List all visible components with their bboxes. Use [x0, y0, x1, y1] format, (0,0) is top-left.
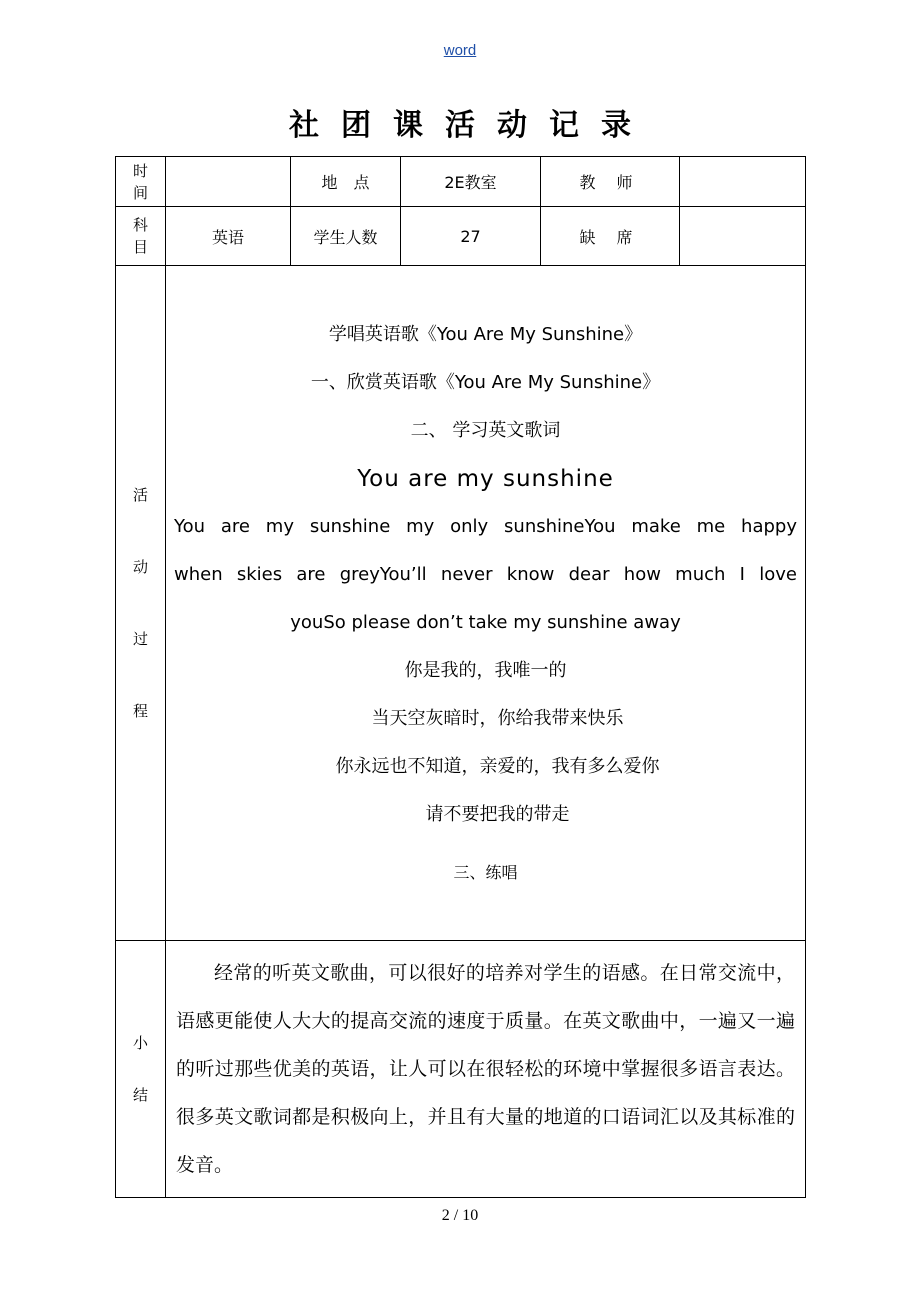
- step-one: 一、欣赏英语歌《You Are My Sunshine》: [310, 372, 661, 393]
- subject-label-char: 目: [132, 238, 148, 256]
- subject-label-char: 科: [132, 216, 148, 234]
- process-label-char: 程: [132, 702, 148, 720]
- absent-label-cell: 缺 席: [541, 207, 680, 266]
- subject-label-cell: [116, 207, 166, 266]
- step-three: 三、练唱: [453, 863, 518, 882]
- location-label-cell: 地 点: [291, 157, 401, 207]
- activity-record-table: [115, 156, 806, 1198]
- time-label-cell: [116, 157, 166, 207]
- time-value-cell[interactable]: [166, 157, 291, 207]
- process-label-char: 动: [132, 558, 148, 576]
- summary-content-cell: [166, 941, 806, 1198]
- time-label-char: 时: [132, 161, 148, 180]
- table-row: [116, 266, 806, 941]
- document-title: 社团课活动记录: [289, 108, 653, 143]
- students-value-cell[interactable]: 27: [401, 207, 541, 266]
- table-row: [116, 157, 806, 207]
- students-label-cell: 学生人数: [291, 207, 401, 266]
- table-row: [116, 207, 806, 266]
- teacher-label-cell: 教 师: [541, 157, 680, 207]
- time-label-char: 间: [132, 183, 148, 202]
- page-number: 2 / 10: [441, 1207, 479, 1224]
- process-label-cell: [116, 266, 166, 941]
- subject-value-cell[interactable]: 英语: [166, 207, 291, 266]
- process-label-char: 活: [132, 486, 148, 504]
- lyrics-line: You are my sunshine my only sunshineYou make me happy: [174, 516, 797, 537]
- chinese-lyrics-line: 当天空灰暗时，你给我带来快乐: [371, 708, 624, 729]
- song-title: You are my sunshine: [357, 466, 614, 492]
- summary-label-char: 小: [132, 1034, 148, 1052]
- lyrics-line: youSo please don’t take my sunshine away: [290, 612, 681, 633]
- chinese-lyrics-line: 你是我的，我唯一的: [404, 660, 567, 681]
- chinese-lyrics-line: 你永远也不知道，亲爱的，我有多么爱你: [335, 756, 660, 777]
- teacher-value-cell[interactable]: [680, 157, 806, 207]
- process-content-cell: [166, 266, 806, 941]
- chinese-lyrics-line: 请不要把我的带走: [425, 804, 570, 825]
- process-label-char: 过: [132, 630, 148, 648]
- table-row: [116, 941, 806, 1198]
- absent-value-cell[interactable]: [680, 207, 806, 266]
- lesson-title: 学唱英语歌《You Are My Sunshine》: [328, 324, 643, 345]
- summary-label-char: 结: [132, 1086, 148, 1104]
- location-value-cell[interactable]: 2E教室: [401, 157, 541, 207]
- summary-text: 经常的听英文歌曲，可以很好的培养对学生的语感。在日常交流中，语感更能使人大大的提高交流的速度于质量。在英文歌曲中，一遍又一遍的听过那些优美的英语，让人可以在很轻松的环境中掌握很多语言表达。很多英文歌词都是积极向上，并且有大量的地道的口语词汇以及其标准的发音。: [176, 962, 795, 1176]
- header-word-link[interactable]: word: [443, 42, 477, 59]
- summary-label-cell: [116, 941, 166, 1198]
- step-two: 二、 学习英文歌词: [410, 420, 561, 441]
- lyrics-line: when skies are greyYou’ll never know dear how much I love: [174, 564, 797, 585]
